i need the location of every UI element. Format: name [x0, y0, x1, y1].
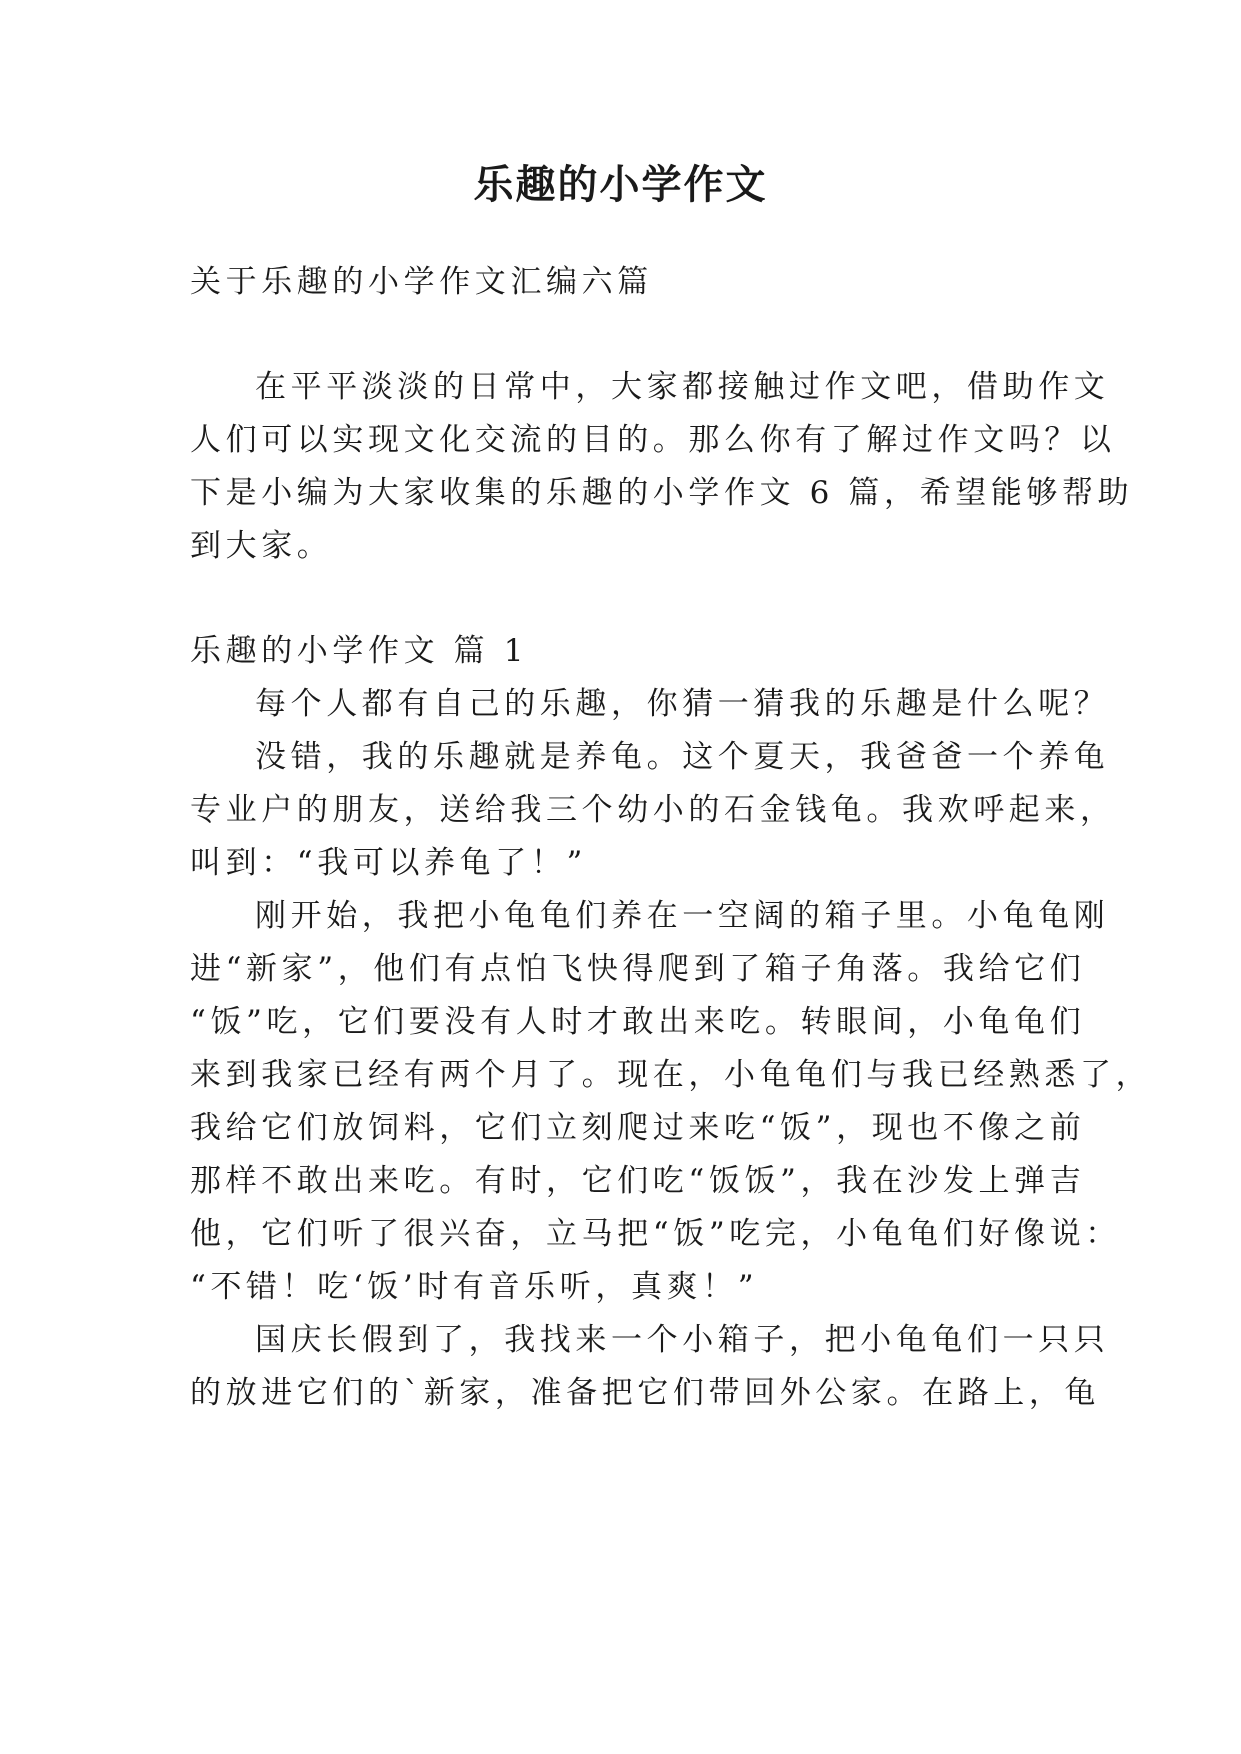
body-line: 刚开始，我把小龟龟们养在一空阔的箱子里。小龟龟刚: [255, 898, 1110, 934]
intro-line: 下是小编为大家收集的乐趣的小学作文 6 篇，希望能够帮助: [190, 475, 1134, 511]
section-heading: 乐趣的小学作文 篇 1: [190, 633, 529, 669]
document-title: 乐趣的小学作文: [473, 162, 768, 208]
body-line: 我给它们放饲料，它们立刻爬过来吃“饭”，现也不像之前: [190, 1110, 1086, 1146]
body-line: 来到我家已经有两个月了。现在，小龟龟们与我已经熟悉了，: [190, 1057, 1152, 1093]
body-line: 专业户的朋友，送给我三个幼小的石金钱龟。我欢呼起来，: [190, 792, 1116, 828]
body-line: 进“新家”，他们有点怕飞快得爬到了箱子角落。我给它们: [190, 951, 1086, 987]
body-line: 那样不敢出来吃。有时，它们吃“饭饭”，我在沙发上弹吉: [190, 1163, 1086, 1199]
body-line: “饭”吃，它们要没有人时才敢出来吃。转眼间，小龟龟们: [190, 1004, 1086, 1040]
body-line: 没错，我的乐趣就是养龟。这个夏天，我爸爸一个养龟: [255, 739, 1110, 775]
body-line: 每个人都有自己的乐趣，你猜一猜我的乐趣是什么呢？: [255, 686, 1110, 722]
body-line: 他，它们听了很兴奋，立马把“饭”吃完，小龟龟们好像说：: [190, 1216, 1121, 1252]
intro-line: 人们可以实现文化交流的目的。那么你有了解过作文吗？以: [190, 422, 1116, 458]
body-line: “不错！吃‘饭’时有音乐听，真爽！”: [190, 1269, 759, 1305]
body-line: 国庆长假到了，我找来一个小箱子，把小龟龟们一只只: [255, 1322, 1110, 1358]
body-line: 的放进它们的`新家，准备把它们带回外公家。在路上，龟: [190, 1375, 1101, 1411]
subtitle: 关于乐趣的小学作文汇编六篇: [190, 264, 653, 300]
intro-line: 到大家。: [190, 528, 333, 564]
intro-line: 在平平淡淡的日常中，大家都接触过作文吧，借助作文: [255, 369, 1110, 405]
body-line: 叫到：“我可以养龟了！”: [190, 845, 587, 881]
